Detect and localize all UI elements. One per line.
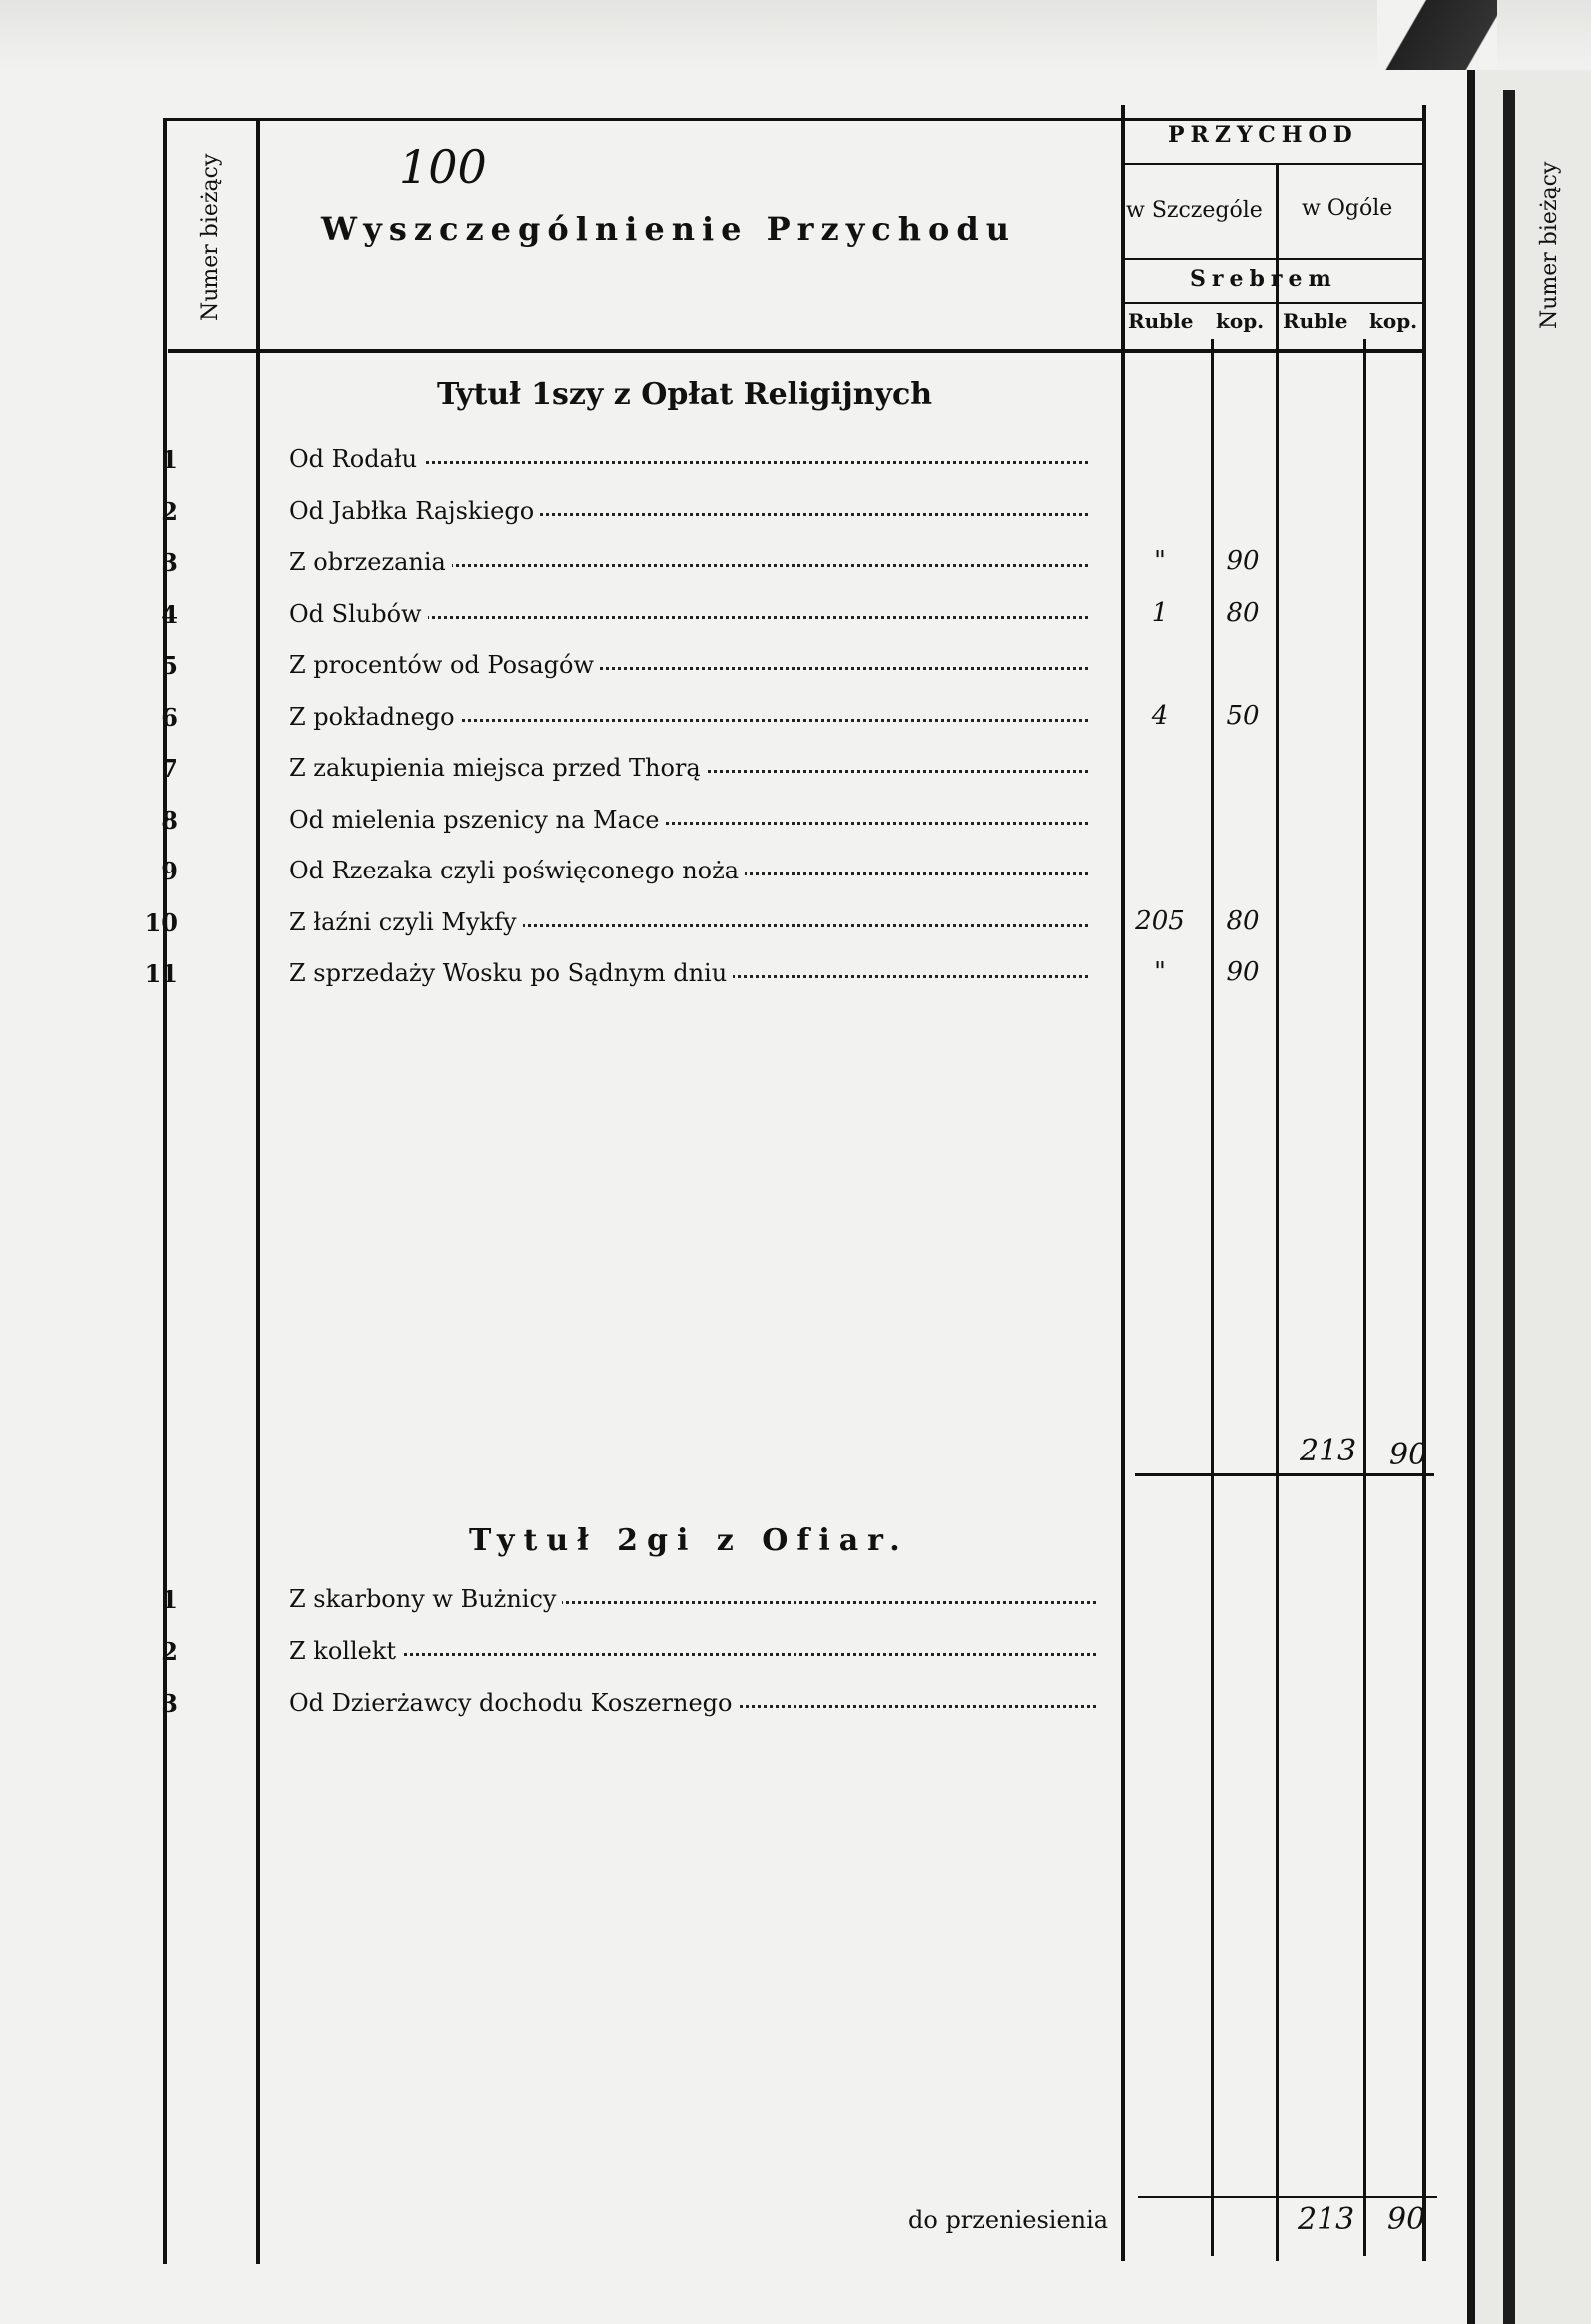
row-label: Z pokładnego — [289, 703, 461, 731]
w-szczegole-header: w Szczególe — [1126, 198, 1263, 223]
row-label: Z skarbony w Bużnicy — [289, 1585, 562, 1613]
header-line-srebrem — [1123, 302, 1424, 304]
table-row — [161, 853, 1088, 892]
row-number: 1 — [161, 445, 178, 474]
row-rubles: 205 — [1135, 905, 1185, 936]
kop-header-1: kop. — [1216, 309, 1265, 333]
row-number: 6 — [161, 702, 178, 732]
frame-top-line — [163, 118, 1424, 121]
next-page-column-fragment: Numer bieżący — [1537, 161, 1562, 329]
section-2-title: Tytuł 2gi z Ofiar. — [469, 1523, 909, 1558]
row-number: 4 — [161, 599, 178, 629]
next-page-strip — [1475, 70, 1591, 2324]
row-label: Od Slubów — [289, 600, 428, 628]
row-kopecks: 90 — [1226, 546, 1260, 576]
table-row — [161, 596, 1260, 636]
table-row — [161, 441, 1088, 481]
row-number: 2 — [161, 1637, 178, 1666]
table-row — [161, 802, 1088, 842]
page-corner-fold — [1377, 0, 1497, 70]
table-row — [161, 1633, 1088, 1673]
header-line-przychod — [1123, 163, 1424, 165]
carry-over-label: do przeniesienia — [908, 2206, 1109, 2234]
table-row — [144, 955, 1260, 995]
row-number: 11 — [144, 959, 178, 988]
row-number: 1 — [161, 1585, 178, 1614]
table-row — [161, 750, 1088, 790]
row-kopecks: 50 — [1226, 700, 1260, 731]
row-number: 9 — [161, 857, 178, 885]
przychod-header: PRZYCHOD — [1168, 122, 1358, 148]
leader-dots — [289, 1653, 1096, 1656]
carry-over-kopecks: 90 — [1387, 2202, 1426, 2237]
page-number: 100 — [399, 140, 487, 194]
footer-line — [1138, 2196, 1437, 2198]
row-number: 3 — [161, 548, 178, 577]
table-row — [161, 699, 1260, 739]
row-number: 7 — [161, 754, 178, 783]
header-bottom-line — [168, 349, 1425, 353]
column-description-header: Wyszczególnienie Przychodu — [321, 210, 1017, 248]
row-label: Od Dzierżawcy dochodu Koszernego — [289, 1689, 738, 1717]
table-row — [161, 647, 1088, 687]
kop-header-2: kop. — [1369, 309, 1418, 333]
table-row — [161, 544, 1260, 584]
row-rubles: " — [1154, 957, 1166, 987]
column-number-header: Numer bieżący — [198, 153, 223, 321]
w-ogole-header: w Ogóle — [1302, 196, 1393, 221]
frame-right-line — [1422, 105, 1426, 2261]
row-rubles: " — [1154, 546, 1166, 576]
row-number: 2 — [161, 496, 178, 526]
section-1-total-kopecks: 90 — [1389, 1438, 1428, 1472]
row-label: Z sprzedaży Wosku po Sądnym dniu — [289, 959, 733, 987]
number-column-line — [256, 118, 260, 2264]
header-line-detail — [1123, 258, 1424, 260]
row-label: Od Rodału — [289, 445, 423, 473]
section-1-total-rubles: 213 — [1300, 1434, 1357, 1468]
ruble-header-1: Ruble — [1128, 309, 1194, 333]
table-row — [161, 1685, 1088, 1725]
row-number: 8 — [161, 805, 178, 835]
amount-column-line-4 — [1363, 339, 1366, 2256]
section-1-title: Tytuł 1szy z Opłat Religijnych — [437, 377, 933, 412]
row-kopecks: 80 — [1226, 597, 1260, 628]
srebrem-header: Srebrem — [1190, 266, 1337, 291]
row-label: Od mielenia pszenicy na Mace — [289, 806, 665, 834]
amount-column-line-1 — [1121, 105, 1125, 2261]
ruble-header-2: Ruble — [1283, 309, 1348, 333]
row-label: Od Rzezaka czyli poświęconego noża — [289, 857, 745, 884]
row-label: Z zakupienia miejsca przed Thorą — [289, 754, 707, 782]
table-row — [161, 1581, 1088, 1621]
page-top-shadow — [0, 0, 1591, 74]
row-kopecks: 90 — [1226, 957, 1260, 987]
row-number: 10 — [144, 907, 178, 937]
row-number: 5 — [161, 651, 178, 680]
row-label: Z kollekt — [289, 1637, 402, 1665]
row-number: 3 — [161, 1689, 178, 1718]
carry-over-rubles: 213 — [1298, 2202, 1355, 2237]
row-label: Z obrzezania — [289, 548, 452, 576]
frame-left-line — [163, 118, 167, 2264]
row-label: Z procentów od Posagów — [289, 651, 600, 679]
next-page-border — [1503, 90, 1515, 2324]
row-rubles: 1 — [1151, 597, 1169, 628]
row-rubles: 4 — [1151, 700, 1169, 731]
table-row — [161, 493, 1088, 533]
row-label: Od Jabłka Rajskiego — [289, 497, 540, 525]
row-kopecks: 80 — [1226, 905, 1260, 936]
subtotal-line — [1135, 1473, 1434, 1476]
amount-column-line-3 — [1276, 165, 1279, 2261]
row-label: Z łaźni czyli Mykfy — [289, 908, 523, 936]
table-row — [144, 904, 1260, 944]
